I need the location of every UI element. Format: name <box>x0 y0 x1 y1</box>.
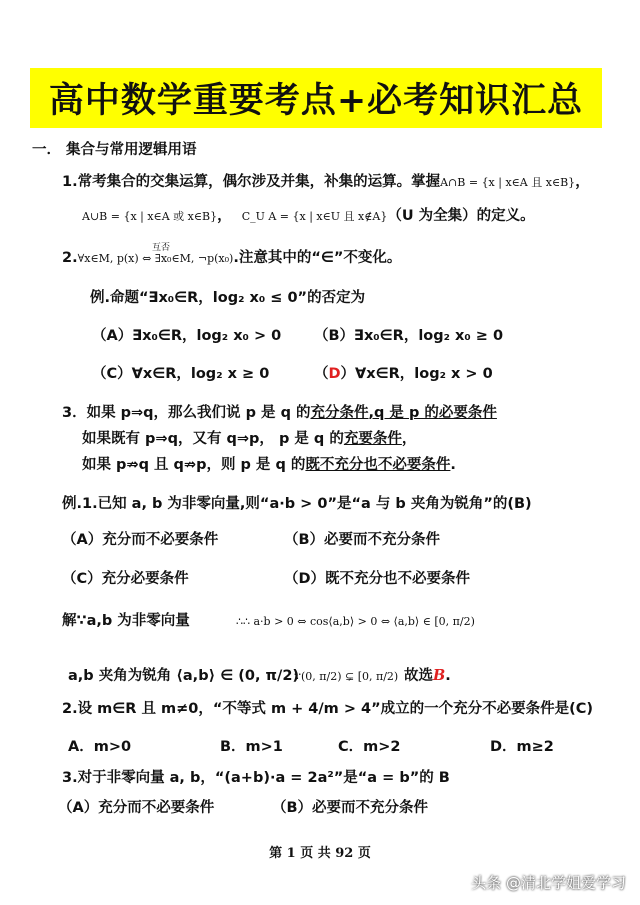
page-footer: 第 1 页 共 92 页 <box>269 846 371 861</box>
example1-answer-dot: . <box>445 668 451 684</box>
section-heading: 一． 集合与常用逻辑用语 <box>32 142 197 158</box>
item2-option-d: （D）∀x∈R，log₂ x > 0 <box>314 366 493 382</box>
item2-above-label: 互否 <box>152 243 171 253</box>
item2-answer-d: D <box>328 366 341 382</box>
item2-tail: .注意其中的“∈”不变化。 <box>233 250 402 266</box>
item3-line3-a: 如果 p⇏q 且 q⇏p，则 p 是 q 的 <box>82 457 306 473</box>
item2-line <box>62 248 401 269</box>
item2-option-a: （A）∃x₀∈R，log₂ x₀ > 0 <box>92 328 282 344</box>
example3-stem: 3.对于非零向量 a, b，“(a+b)·a = 2a²”是“a = b”的 B <box>62 770 450 786</box>
item2-option-c: （C）∀x∈R，log₂ x ≥ 0 <box>92 366 270 382</box>
item2-example: 例.命题“∃x₀∈R，log₂ x₀ ≤ 0”的否定为 <box>90 290 366 306</box>
example3-option-b: （B）必要而不充分条件 <box>272 800 429 816</box>
item1-union-math: A∪B = {x | x∈A 或 x∈B} <box>82 210 218 223</box>
item1-complement-math: C_U A = {x | x∈U 且 x∉A} <box>241 210 388 223</box>
item2-math: ∀x∈M, p(x) ⇔ ∃x₀∈M, ¬p(x₀) <box>77 252 234 265</box>
item2-option-d-text: ∀x∈R，log₂ x > 0 <box>355 366 493 382</box>
item3-line2-c: ， <box>401 431 417 447</box>
item2-option-b: （B）∃x₀∈R，log₂ x₀ ≥ 0 <box>314 328 504 344</box>
item3-sufficient: 充分条件 <box>310 405 369 421</box>
item3-line1-a: 3．如果 p⇒q，那么我们说 p 是 q 的 <box>62 405 311 421</box>
item1-line1: 1.常考集合的交集运算，偶尔涉及并集，补集的运算。掌握A∩B = {x | x∈A 且 x∈B}， <box>62 174 590 190</box>
page-title: 高中数学重要考点+必考知识汇总 <box>48 81 584 121</box>
item3-line2-a: 如果既有 p⇒q，又有 q⇒p， p 是 q 的 <box>82 431 344 447</box>
example1-answer-letter: B <box>433 667 446 684</box>
title-banner <box>30 68 602 128</box>
example1-option-a: （A）充分而不必要条件 <box>62 532 219 548</box>
example1-solution-2-math <box>294 666 398 687</box>
item1-text: 1.常考集合的交集运算，偶尔涉及并集，补集的运算。掌握 <box>62 174 441 190</box>
item3-line3 <box>82 455 456 475</box>
example2-option-c: C．m>2 <box>338 739 401 755</box>
item3-neither: 既不充分也不必要条件 <box>305 457 451 473</box>
item3-line1 <box>62 403 497 423</box>
example2-option-b: B．m>1 <box>220 739 283 755</box>
example1-solution-1: 解∵a,b 为非零向量 <box>62 613 190 629</box>
example2-option-d: D．m≥2 <box>490 739 554 755</box>
example1-solution-1-math <box>236 611 475 632</box>
example1-solution-1-math-text: ∴∴ a·b > 0 ⇔ cos⟨a,b⟩ > 0 ⇔ ⟨a,b⟩ ∈ [0, π/2) <box>236 615 475 628</box>
example1-option-c: （C）充分必要条件 <box>62 571 189 587</box>
watermark: 头条 @清北学姐爱学习 <box>471 874 626 892</box>
item3-line1-c: ,q 是 p 的 <box>368 405 439 421</box>
item1-tail: （U 为全集）的定义。 <box>387 208 535 224</box>
example3-option-a: （A）充分而不必要条件 <box>58 800 215 816</box>
example1-option-b: （B）必要而不充分条件 <box>284 532 441 548</box>
example1-stem: 例.1.已知 a, b 为非零向量,则“a·b > 0”是“a 与 b 夹角为锐角”的(B) <box>62 496 532 512</box>
item3-necessary: 必要条件 <box>438 405 497 421</box>
example1-answer <box>404 666 451 686</box>
example1-solution-2: a,b 夹角为锐角 ⟨a,b⟩ ∈ (0, π/2) <box>68 668 300 684</box>
example1-solution-2-math-text: ∵(0, π/2) ⊊ [0, π/2) <box>294 670 399 683</box>
item3-iff: 充要条件 <box>343 431 402 447</box>
example2-option-a: A．m>0 <box>68 739 132 755</box>
item1-intersection-math: A∩B = {x | x∈A 且 x∈B} <box>440 176 576 189</box>
example1-option-d: （D）既不充分也不必要条件 <box>284 571 471 587</box>
item2-num: 2. <box>62 250 78 266</box>
example2-stem: 2.设 m∈R 且 m≠0，“不等式 m + 4/m > 4”成立的一个充分不必要条件是(C) <box>62 701 594 717</box>
item3-line3-c: . <box>450 457 456 473</box>
item1-line2: A∪B = {x | x∈A 或 x∈B}， C_U A = {x | x∈U 且 x∉A}（U 为全集）的定义。 <box>82 208 535 224</box>
item3-line2 <box>82 429 416 449</box>
example1-answer-prefix: 故选 <box>404 668 433 684</box>
